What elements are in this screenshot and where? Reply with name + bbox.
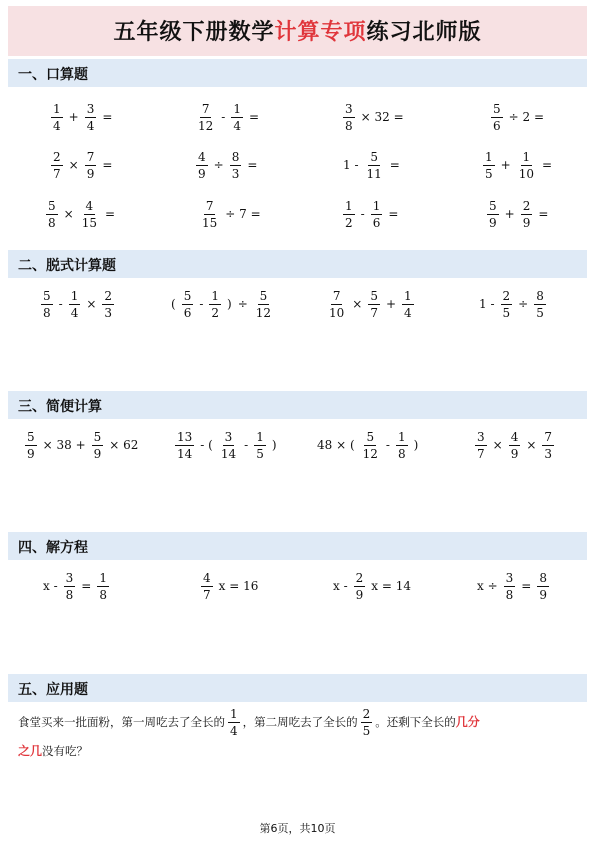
fraction (371, 200, 383, 229)
operator: + (504, 207, 515, 221)
operator: - (385, 438, 390, 452)
numerator: 7 (201, 101, 210, 116)
numerator: 4 (510, 429, 519, 444)
denominator: 12 (362, 446, 378, 461)
s1-r1-b (193, 97, 262, 137)
problem-text: 食堂买来一批面粉，第一周吃去了全长的 (18, 715, 225, 729)
denominator: 7 (370, 305, 378, 320)
section-2-header (8, 250, 587, 278)
fraction (254, 290, 273, 319)
denominator: 4 (230, 724, 238, 738)
fraction (501, 290, 513, 319)
operator: × (68, 158, 79, 172)
s1-r3-b (197, 194, 264, 234)
equals: = (247, 158, 258, 172)
numerator: 5 (489, 198, 497, 213)
section-3-heading: 三、简便计算 (18, 399, 102, 415)
word-problem (18, 708, 578, 765)
numerator: 1 (522, 149, 531, 164)
operator: + (385, 297, 397, 311)
fraction (365, 151, 384, 180)
fraction (51, 151, 63, 180)
numerator: 3 (345, 101, 353, 116)
operator: - (199, 297, 204, 311)
numerator: 5 (183, 288, 192, 303)
denominator: 7 (53, 166, 61, 181)
denominator: 15 (202, 215, 218, 230)
s1-row-3 (0, 194, 595, 234)
denominator: 8 (345, 118, 353, 133)
denominator: 7 (477, 446, 485, 461)
fraction (97, 572, 109, 601)
numerator: 3 (224, 429, 233, 444)
expression-text: × 62 (109, 438, 139, 452)
denominator: 8 (99, 587, 107, 602)
expression-prefix: 48 × ( (317, 438, 355, 452)
denominator: 2 (345, 215, 353, 230)
fraction (51, 103, 63, 132)
problem-text: ，第二周吃去了全长的 (242, 715, 358, 729)
equals: = (104, 207, 116, 221)
numerator: 1 (230, 707, 238, 721)
s2-c (324, 284, 417, 324)
fraction (361, 431, 380, 460)
denominator: 9 (539, 587, 547, 602)
equals: = (102, 110, 113, 124)
left-paren: ( (171, 297, 176, 311)
expression-rest: ÷ 2 = (508, 110, 545, 124)
expression-prefix: x - (333, 579, 348, 593)
numerator: 13 (177, 429, 193, 444)
denominator: 9 (522, 215, 531, 230)
numerator: 7 (544, 429, 553, 444)
section-5-heading: 五、应用题 (18, 682, 88, 698)
numerator: 3 (477, 429, 485, 444)
numerator: 2 (502, 288, 511, 303)
s4-d (474, 566, 552, 606)
denominator: 9 (510, 446, 519, 461)
equals: = (102, 158, 113, 172)
s1-r1-c (340, 97, 407, 137)
operator: ÷ (237, 297, 248, 311)
denominator: 14 (177, 446, 193, 461)
denominator: 9 (27, 446, 35, 461)
operator: × (492, 438, 503, 452)
s3-d (472, 425, 557, 465)
expression-prefix: 1 - (479, 297, 495, 311)
denominator: 11 (366, 166, 382, 181)
operator: ÷ (518, 297, 529, 311)
numerator: 2 (362, 707, 371, 721)
fraction (517, 151, 536, 180)
denominator: 8 (48, 215, 56, 230)
fraction (196, 151, 208, 180)
denominator: 5 (485, 166, 493, 181)
denominator: 12 (255, 305, 272, 320)
equals: = (521, 579, 532, 593)
numerator: 1 (99, 570, 107, 585)
numerator: 1 (372, 198, 381, 213)
denominator: 5 (536, 305, 544, 320)
numerator: 1 (233, 101, 241, 116)
fraction (85, 103, 97, 132)
expression-rest: x = 14 (371, 579, 412, 593)
fraction (521, 200, 533, 229)
s3-a (22, 425, 141, 465)
fraction (343, 200, 355, 229)
denominator: 8 (65, 587, 74, 602)
fraction (201, 572, 213, 601)
numerator: 5 (366, 429, 375, 444)
denominator: 9 (355, 587, 364, 602)
expression-text: - ( (200, 438, 213, 452)
section-5-header (8, 674, 587, 702)
fraction (475, 431, 487, 460)
fraction (46, 200, 58, 229)
equals: = (541, 158, 553, 172)
denominator: 3 (104, 305, 113, 320)
fraction (80, 200, 99, 229)
numerator: 1 (256, 429, 264, 444)
operator: × (526, 438, 537, 452)
fraction (230, 151, 242, 180)
fraction (200, 200, 219, 229)
fraction (509, 431, 521, 460)
operator: - (360, 207, 365, 221)
section-1-header (8, 59, 587, 87)
numerator: 5 (370, 288, 378, 303)
denominator: 8 (43, 305, 51, 320)
denominator: 6 (493, 118, 501, 133)
denominator: 6 (183, 305, 192, 320)
fraction (196, 103, 215, 132)
fraction (368, 290, 380, 319)
denominator: 5 (362, 724, 371, 738)
operator: ÷ (213, 158, 224, 172)
expression-rest: × 32 = (360, 110, 404, 124)
expression-text: ) (413, 438, 419, 452)
numerator: 1 (404, 288, 412, 303)
s1-row-1 (0, 97, 595, 137)
denominator: 10 (518, 166, 534, 181)
numerator: 3 (505, 570, 514, 585)
numerator: 5 (259, 288, 268, 303)
numerator: 7 (332, 288, 341, 303)
s3-c (314, 425, 421, 465)
fraction (361, 708, 373, 737)
fraction (396, 431, 408, 460)
fraction (537, 572, 549, 601)
numerator: 5 (48, 198, 56, 213)
s2-b (168, 284, 276, 324)
numerator: 2 (53, 149, 61, 164)
fraction (228, 708, 240, 737)
numerator: 2 (522, 198, 531, 213)
operator: - (244, 438, 249, 452)
operator: + (500, 158, 511, 172)
numerator: 3 (65, 570, 74, 585)
numerator: 1 (53, 101, 61, 116)
fraction (219, 431, 238, 460)
denominator: 5 (502, 305, 511, 320)
denominator: 3 (231, 166, 240, 181)
denominator: 4 (53, 118, 61, 133)
fraction (182, 290, 194, 319)
operator: + (68, 110, 79, 124)
s1-row-2 (0, 145, 595, 185)
s1-r2-d (480, 145, 555, 185)
fraction (69, 290, 81, 319)
fraction (327, 290, 346, 319)
equals: = (81, 579, 92, 593)
numerator: 1 (345, 198, 353, 213)
s3-row (0, 425, 595, 465)
numerator: 8 (536, 288, 544, 303)
fraction (504, 572, 516, 601)
numerator: 8 (539, 570, 547, 585)
section-2-heading: 二、脱式计算题 (18, 258, 116, 274)
numerator: 5 (43, 288, 51, 303)
numerator: 5 (493, 101, 501, 116)
expression-rest: x = 16 (218, 579, 259, 593)
denominator: 4 (86, 118, 95, 133)
denominator: 6 (372, 215, 381, 230)
expression-text: ) (271, 438, 277, 452)
numerator: 7 (86, 149, 95, 164)
expression-rest: ÷ 7 = (225, 207, 261, 221)
section-4-header (8, 532, 587, 560)
denominator: 7 (203, 587, 211, 602)
title-banner (8, 6, 587, 56)
expression-text: × 38 + (42, 438, 86, 452)
expression-prefix: x ÷ (477, 579, 498, 593)
fraction (85, 151, 97, 180)
s3-b (172, 425, 280, 465)
equals: = (389, 158, 400, 172)
denominator: 8 (397, 446, 406, 461)
numerator: 8 (231, 149, 240, 164)
highlight-text: 之几 (18, 744, 43, 758)
operator: - (221, 110, 226, 124)
problem-text: 。还剩下全长的 (375, 715, 456, 729)
numerator: 7 (205, 198, 214, 213)
s4-c (330, 566, 414, 606)
equals: = (538, 207, 549, 221)
numerator: 4 (203, 570, 211, 585)
s4-b (198, 566, 261, 606)
denominator: 12 (198, 118, 214, 133)
equals: = (248, 110, 260, 124)
page-title (113, 15, 481, 46)
s1-r1-d (488, 97, 547, 137)
fraction (254, 431, 266, 460)
s4-a (40, 566, 112, 606)
numerator: 5 (27, 429, 35, 444)
fraction (343, 103, 355, 132)
numerator: 4 (198, 149, 206, 164)
title-part-3: 练习北师版 (366, 20, 482, 45)
page-number: 第6页，共10页 (259, 822, 336, 835)
s2-row (0, 284, 595, 324)
fraction (483, 151, 495, 180)
operator: × (352, 297, 363, 311)
numerator: 2 (355, 570, 364, 585)
section-4-heading: 四、解方程 (18, 540, 88, 556)
fraction (491, 103, 503, 132)
section-1-heading: 一、口算题 (18, 67, 88, 83)
denominator: 3 (544, 446, 553, 461)
denominator: 9 (198, 166, 206, 181)
fraction (542, 431, 554, 460)
denominator: 10 (329, 305, 345, 320)
denominator: 8 (505, 587, 514, 602)
denominator: 9 (93, 446, 102, 461)
operator: × (86, 297, 97, 311)
fraction (175, 431, 194, 460)
s1-r2-b (193, 145, 260, 185)
fraction (231, 103, 243, 132)
denominator: 4 (233, 118, 241, 133)
s1-r1-a (48, 97, 115, 137)
fraction (102, 290, 114, 319)
equals: = (388, 207, 399, 221)
numerator: 5 (93, 429, 102, 444)
expression-prefix: x - (43, 579, 58, 593)
s1-r3-d (484, 194, 551, 234)
numerator: 3 (86, 101, 95, 116)
s1-r2-c (340, 145, 403, 185)
denominator: 9 (86, 166, 95, 181)
right-paren: ) (227, 297, 232, 311)
operator: - (58, 297, 63, 311)
s1-r2-a (48, 145, 115, 185)
fraction (25, 431, 37, 460)
denominator: 15 (81, 215, 97, 230)
s2-d (476, 284, 549, 324)
fraction (354, 572, 366, 601)
title-highlight: 计算专项 (274, 20, 367, 45)
numerator: 1 (70, 288, 79, 303)
problem-text: 没有吃？ (42, 744, 89, 758)
fraction (64, 572, 76, 601)
numerator: 1 (397, 429, 406, 444)
denominator: 2 (211, 305, 220, 320)
numerator: 1 (485, 149, 493, 164)
fraction (534, 290, 546, 319)
denominator: 5 (256, 446, 264, 461)
title-part-1: 五年级下册数学 (113, 20, 275, 45)
s4-row (0, 566, 595, 606)
numerator: 4 (85, 198, 94, 213)
numerator: 5 (370, 149, 378, 164)
operator: × (63, 207, 74, 221)
denominator: 4 (404, 305, 412, 320)
s1-r3-a (43, 194, 118, 234)
fraction (487, 200, 499, 229)
fraction (41, 290, 53, 319)
denominator: 9 (489, 215, 497, 230)
numerator: 1 (211, 288, 220, 303)
expression-prefix: 1 - (343, 158, 359, 172)
fraction (209, 290, 221, 319)
s1-r3-c (340, 194, 401, 234)
numerator: 2 (104, 288, 113, 303)
section-3-header (8, 391, 587, 419)
denominator: 4 (70, 305, 79, 320)
highlight-text: 几分 (455, 715, 480, 729)
s2-a (38, 284, 117, 324)
denominator: 14 (220, 446, 237, 461)
fraction (92, 431, 104, 460)
fraction (402, 290, 414, 319)
